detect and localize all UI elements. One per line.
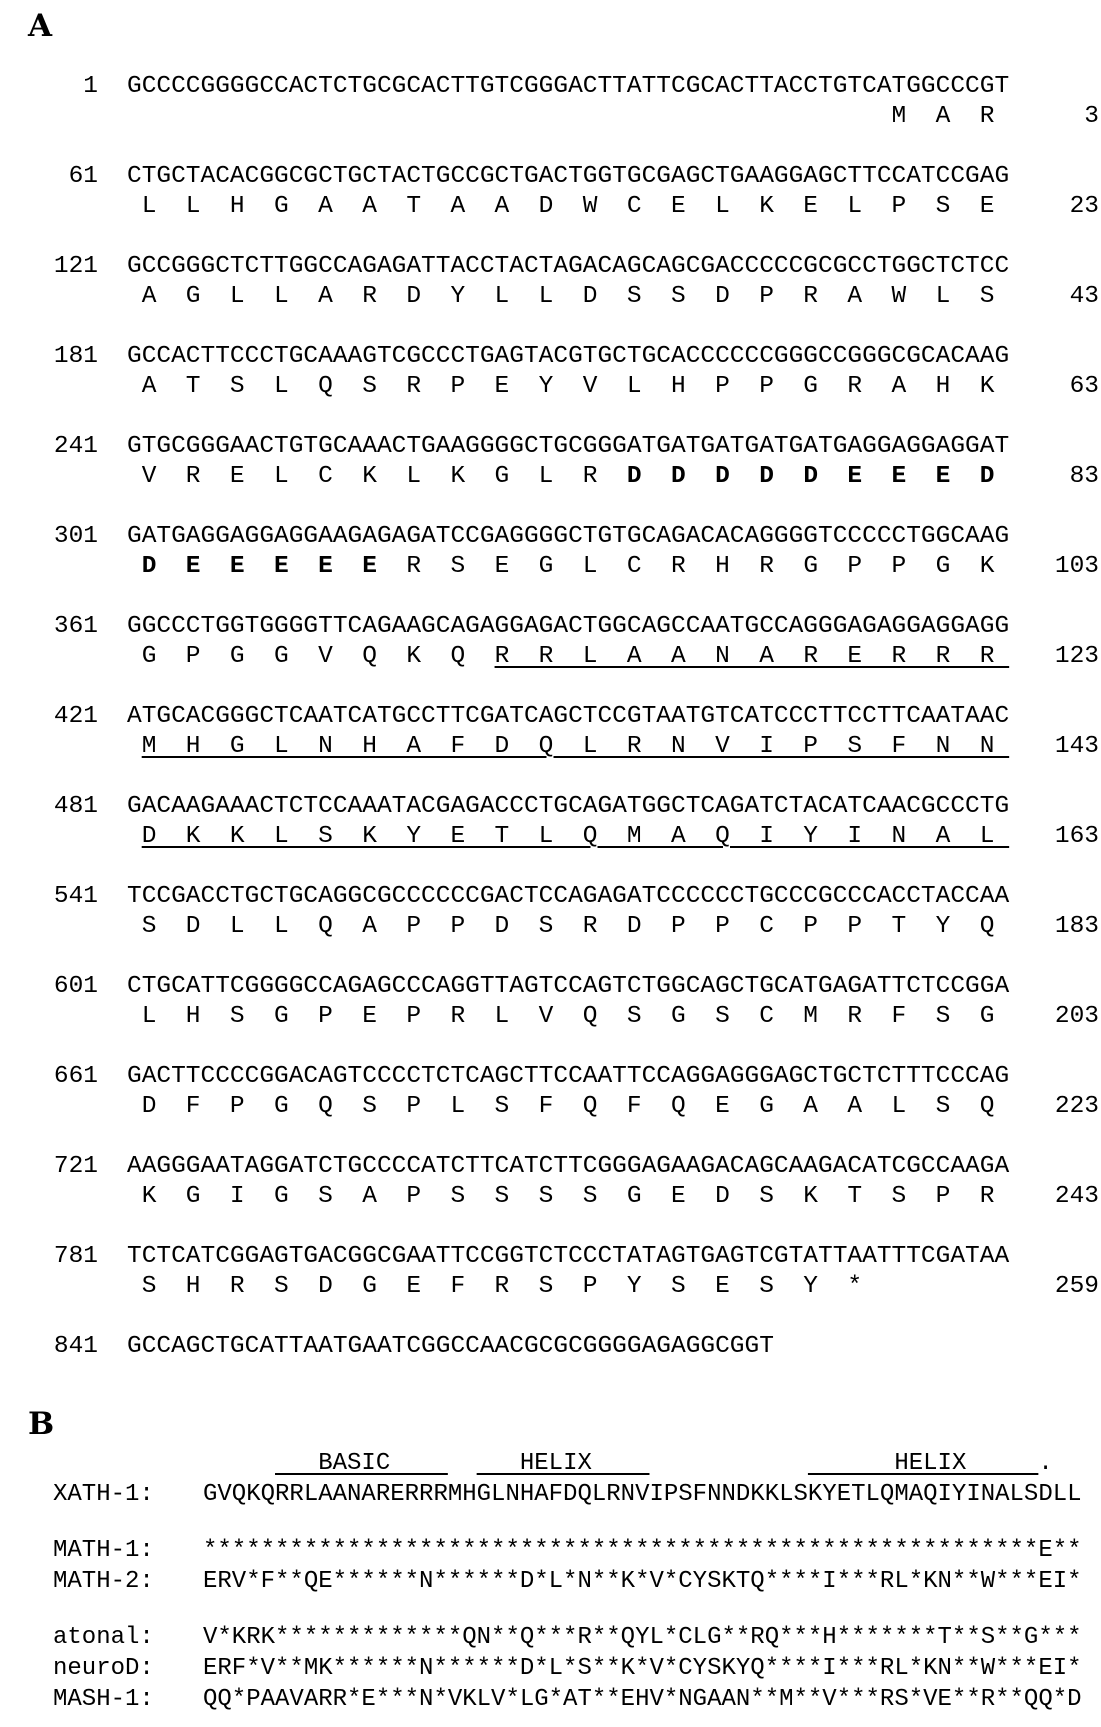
residues: V R E L C K L K G L R bbox=[127, 463, 627, 490]
residues bbox=[127, 733, 142, 760]
dna-sequence: GCCGGGCTCTTGGCCAGAGATTACCTACTAGACAGCAGCGACCCCCGCGCCTGGCTCTCC bbox=[127, 253, 1010, 280]
nucleotide-position-number: 421 bbox=[53, 703, 98, 730]
dna-sequence: GCCAGCTGCATTAATGAATCGGCCAACGCGCGGGGAGAGGCGGT bbox=[127, 1333, 774, 1360]
residues: S H R S D G E F R S P Y S E S Y * bbox=[127, 1273, 863, 1300]
residues bbox=[127, 553, 142, 580]
nucleotide-position-number: 361 bbox=[53, 613, 98, 640]
nucleotide-position-number: 721 bbox=[53, 1153, 98, 1180]
gene-name-label: neuroD: bbox=[53, 1655, 154, 1682]
protein-sequence bbox=[127, 193, 994, 220]
sequence-text bbox=[127, 702, 1009, 762]
protein-sequence bbox=[127, 373, 994, 400]
dna-sequence: GTGCGGGAACTGTGCAAACTGAAGGGGCTGCGGGATGATGATGATGATGAGGAGGAGGAT bbox=[127, 433, 1010, 460]
sequence-text bbox=[127, 1062, 1009, 1122]
nucleotide-position-number: 541 bbox=[53, 883, 98, 910]
alignment-rows bbox=[0, 1479, 1101, 1715]
residue-position-number: 163 bbox=[1054, 823, 1099, 850]
residue-position-number: 43 bbox=[1069, 283, 1099, 310]
residue-position-number: 123 bbox=[1054, 643, 1099, 670]
residues: A G L L A R D Y L L D S S D P R A W L S bbox=[127, 283, 995, 310]
nucleotide-position-number: 781 bbox=[53, 1243, 98, 1270]
residues: R S E G L C R H R G P P G K bbox=[376, 553, 995, 580]
protein-sequence bbox=[127, 823, 1009, 850]
sequence-text bbox=[127, 252, 1009, 312]
sequence-text bbox=[127, 162, 1009, 222]
sequence-row bbox=[0, 972, 1101, 1032]
dna-sequence: GGCCCTGGTGGGGTTCAGAAGCAGAGGAGACTGGCAGCCAATGCCAGGGAGAGGAGGAGG bbox=[127, 613, 1010, 640]
residues: L H S G P E P R L V Q S G S C M R F S G bbox=[127, 1003, 995, 1030]
protein-sequence bbox=[127, 1183, 994, 1210]
residue-position-number: 83 bbox=[1069, 463, 1099, 490]
residues bbox=[203, 1450, 275, 1477]
sequence-row bbox=[0, 72, 1101, 132]
sequence-text bbox=[127, 1152, 1009, 1212]
sequence-text bbox=[127, 1242, 1009, 1302]
residue-position-number: 259 bbox=[1054, 1273, 1099, 1300]
domain-annotation-line bbox=[203, 1448, 1053, 1479]
sequence-row bbox=[0, 1152, 1101, 1212]
residues bbox=[649, 1450, 807, 1477]
dna-sequence: ATGCACGGGCTCAATCATGCCTTCGATCAGCTCCGTAATGTCATCCCTTCCTTCAATAAC bbox=[127, 703, 1010, 730]
sequence-row bbox=[0, 252, 1101, 312]
sequence-text bbox=[127, 342, 1009, 402]
residue-position-number: 183 bbox=[1054, 913, 1099, 940]
protein-sequence bbox=[127, 1003, 994, 1030]
panel-b bbox=[0, 1406, 1101, 1715]
bold-residues: D D D D D E E E D bbox=[626, 463, 995, 490]
dna-sequence: GATGAGGAGGAGGAAGAGAGATCCGAGGGGCTGTGCAGACACAGGGGTCCCCCTGGCAAG bbox=[127, 523, 1010, 550]
protein-sequence bbox=[127, 463, 994, 490]
residues: A T S L Q S R P E Y V L H P P G R A H K bbox=[127, 373, 995, 400]
panel-a-label: A bbox=[28, 8, 53, 44]
protein-sequence bbox=[127, 283, 994, 310]
residue-position-number: 23 bbox=[1069, 193, 1099, 220]
alignment-sequence: V*KRK*************QN**Q***R**QYL*CLG**RQ***H*******T**S**G*** bbox=[203, 1624, 1082, 1651]
gene-name-label: XATH-1: bbox=[53, 1481, 154, 1508]
protein-sequence bbox=[127, 1093, 994, 1120]
sequence-row bbox=[0, 1332, 1101, 1362]
sequence-row bbox=[0, 792, 1101, 852]
gene-name-label: MATH-1: bbox=[53, 1537, 154, 1564]
nucleotide-protein-sequence-block bbox=[0, 72, 1101, 1362]
nucleotide-position-number: 61 bbox=[68, 163, 98, 190]
annotation-row-spacer bbox=[53, 1448, 203, 1479]
alignment-sequence: ERF*V**MK******N******D*L*S**K*V*CYSKYQ****I***RL*KN**W***EI* bbox=[203, 1655, 1082, 1682]
dna-sequence: GCCCCGGGGCCACTCTGCGCACTTGTCGGGACTTATTCGCACTTACCTGTCATGGCCCGT bbox=[127, 73, 1010, 100]
dna-sequence: CTGCTACACGGCGCTGCTACTGCCGCTGACTGGTGCGAGCTGAAGGAGCTTCCATCCGAG bbox=[127, 163, 1010, 190]
alignment-sequence: ERV*F**QE******N******D*L*N**K*V*CYSKTQ****I***RL*KN**W***EI* bbox=[203, 1568, 1082, 1595]
protein-sequence bbox=[127, 553, 994, 580]
dna-sequence: GCCACTTCCCTGCAAAGTCGCCCTGAGTACGTGCTGCACCCCCCGGGCCGGGCGCACAAG bbox=[127, 343, 1010, 370]
sequence-row bbox=[0, 162, 1101, 222]
alignment-row bbox=[0, 1535, 1101, 1566]
nucleotide-position-number: 121 bbox=[53, 253, 98, 280]
residues: L L H G A A T A A D W C E L K E L P S E bbox=[127, 193, 995, 220]
residues: . bbox=[1038, 1450, 1053, 1477]
alignment-sequence: **********************************************************E** bbox=[203, 1537, 1082, 1564]
sequence-row bbox=[0, 1062, 1101, 1122]
nucleotide-position-number: 301 bbox=[53, 523, 98, 550]
protein-sequence bbox=[127, 643, 1009, 670]
dna-sequence: AAGGGAATAGGATCTGCCCCATCTTCATCTTCGGGAGAAGACAGCAAGACATCGCCAAGA bbox=[127, 1153, 1010, 1180]
alignment-row bbox=[0, 1684, 1101, 1715]
sequence-row bbox=[0, 522, 1101, 582]
residues bbox=[448, 1450, 477, 1477]
alignment-row bbox=[0, 1479, 1101, 1510]
sequence-text bbox=[127, 792, 1009, 852]
residues bbox=[127, 823, 142, 850]
nucleotide-position-number: 181 bbox=[53, 343, 98, 370]
alignment-sequence: GVQKQRRLAANARERRRMHGLNHAFDQLRNVIPSFNNDKKLSKYETLQMAQIYINALSDLL bbox=[203, 1481, 1082, 1508]
protein-sequence bbox=[127, 1273, 862, 1300]
nucleotide-position-number: 601 bbox=[53, 973, 98, 1000]
sequence-text bbox=[127, 612, 1009, 672]
bold-residues: D E E E E E bbox=[141, 553, 377, 580]
underlined-residues: HELIX bbox=[807, 1450, 1039, 1477]
residue-position-number: 3 bbox=[1084, 103, 1099, 130]
residue-position-number: 103 bbox=[1054, 553, 1099, 580]
residues: D F P G Q S P L S F Q F Q E G A A L S Q bbox=[127, 1093, 995, 1120]
underlined-residues: R R L A A N A R E R R R bbox=[494, 643, 1010, 670]
sequence-row bbox=[0, 612, 1101, 672]
dna-sequence: GACTTCCCCGGACAGTCCCCTCTCAGCTTCCAATTCCAGGAGGGAGCTGCTCTTTCCCAG bbox=[127, 1063, 1010, 1090]
alignment-block bbox=[0, 1448, 1101, 1715]
panel-b-label: B bbox=[28, 1406, 55, 1442]
dna-sequence: TCCGACCTGCTGCAGGCGCCCCCCGACTCCAGAGATCCCCCCTGCCCGCCCACCTACCAA bbox=[127, 883, 1010, 910]
residue-position-number: 223 bbox=[1054, 1093, 1099, 1120]
nucleotide-position-number: 1 bbox=[83, 73, 98, 100]
sequence-row bbox=[0, 1242, 1101, 1302]
dna-sequence: GACAAGAAACTCTCCAAATACGAGACCCTGCAGATGGCTCAGATCTACATCAACGCCCTG bbox=[127, 793, 1010, 820]
nucleotide-position-number: 661 bbox=[53, 1063, 98, 1090]
sequence-row bbox=[0, 342, 1101, 402]
alignment-row bbox=[0, 1653, 1101, 1684]
nucleotide-position-number: 241 bbox=[53, 433, 98, 460]
residue-position-number: 63 bbox=[1069, 373, 1099, 400]
sequence-row bbox=[0, 882, 1101, 942]
protein-sequence bbox=[127, 103, 994, 130]
domain-annotation-row bbox=[0, 1448, 1101, 1479]
sequence-row bbox=[0, 432, 1101, 492]
residues: G P G G V Q K Q bbox=[127, 643, 495, 670]
protein-sequence bbox=[127, 733, 1009, 760]
sequence-text bbox=[127, 432, 1009, 492]
alignment-row bbox=[0, 1566, 1101, 1597]
sequence-row bbox=[0, 702, 1101, 762]
residue-position-number: 143 bbox=[1054, 733, 1099, 760]
residues: S D L L Q A P P D S R D P P C P P T Y Q bbox=[127, 913, 995, 940]
nucleotide-position-number: 481 bbox=[53, 793, 98, 820]
gene-name-label: atonal: bbox=[53, 1624, 154, 1651]
alignment-row bbox=[0, 1622, 1101, 1653]
nucleotide-position-number: 841 bbox=[53, 1333, 98, 1360]
underlined-residues: HELIX bbox=[476, 1450, 650, 1477]
underlined-residues: D K K L S K Y E T L Q M A Q I Y I N A L bbox=[141, 823, 1010, 850]
dna-sequence: CTGCATTCGGGGCCAGAGCCCAGGTTAGTCCAGTCTGGCAGCTGCATGAGATTCTCCGGA bbox=[127, 973, 1010, 1000]
underlined-residues: BASIC bbox=[275, 1450, 448, 1477]
sequence-text bbox=[127, 72, 1009, 132]
residues: K G I G S A P S S S S G E D S K T S P R bbox=[127, 1183, 995, 1210]
protein-sequence bbox=[127, 913, 994, 940]
gene-name-label: MASH-1: bbox=[53, 1686, 154, 1713]
residue-position-number: 203 bbox=[1054, 1003, 1099, 1030]
gene-name-label: MATH-2: bbox=[53, 1568, 154, 1595]
underlined-residues: M H G L N H A F D Q L R N V I P S F N N bbox=[141, 733, 1010, 760]
sequence-text bbox=[127, 522, 1009, 582]
alignment-sequence: QQ*PAAVARR*E***N*VKLV*LG*AT**EHV*NGAAN**M**V***RS*VE**R**QQ*D bbox=[203, 1686, 1082, 1713]
residue-position-number: 243 bbox=[1054, 1183, 1099, 1210]
sequence-text bbox=[127, 1332, 774, 1362]
dna-sequence: TCTCATCGGAGTGACGGCGAATTCCGGTCTCCCTATAGTGAGTCGTATTAATTTCGATAA bbox=[127, 1243, 1010, 1270]
residues: M A R bbox=[127, 103, 995, 130]
sequence-text bbox=[127, 972, 1009, 1032]
sequence-text bbox=[127, 882, 1009, 942]
